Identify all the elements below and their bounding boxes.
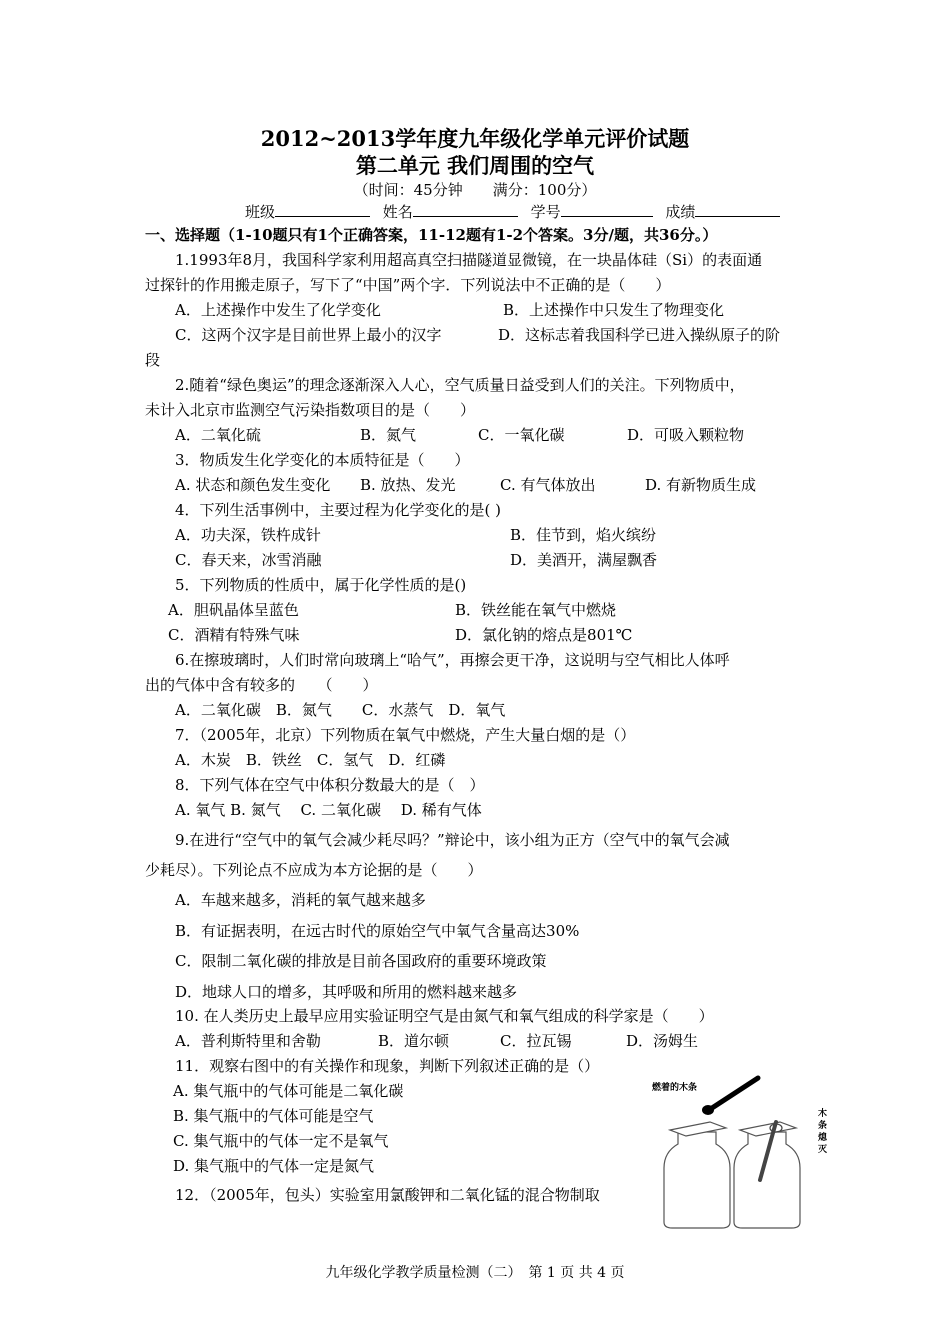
q1-option-d: D．这标志着我国科学已进入操纵原子的阶: [498, 326, 781, 344]
q12-stem: 12．（2005年，包头）实验室用氯酸钾和二氧化锰的混合物制取: [175, 1186, 600, 1204]
q11-option-d: D. 集气瓶中的气体一定是氮气: [173, 1157, 375, 1175]
q8-stem: 8．下列气体在空气中体积分数最大的是（ ）: [175, 776, 485, 794]
figure-label-burning-splint: 燃着的木条: [652, 1083, 698, 1093]
page-footer: 九年级化学教学质量检测（二） 第 1 页 共 4 页: [325, 1265, 625, 1281]
q9-option-d: D．地球人口的增多，其呼吸和所用的燃料越来越多: [175, 983, 518, 1001]
q2-line1: 2.随着“绿色奥运”的理念逐渐深入人心，空气质量日益受到人们的关注。下列物质中，: [175, 376, 745, 394]
exam-time-info: （时间：45分钟 满分：100分）: [353, 181, 597, 199]
field-number-label: 学号: [530, 203, 561, 221]
q10-stem: 10. 在人类历史上最早应用实验证明空气是由氮气和氧气组成的科学家是（ ）: [175, 1007, 714, 1025]
q5-stem: 5．下列物质的性质中，属于化学性质的是(): [175, 576, 467, 594]
figure-label-char: 木: [818, 1109, 828, 1119]
q2-line2: 未计入北京市监测空气污染指数项目的是（ ）: [145, 401, 476, 419]
flame: [702, 1105, 714, 1115]
q3-option-c: C. 有气体放出: [500, 476, 596, 494]
q7-options: A．木炭 B．铁丝 C．氢气 D．红磷: [175, 751, 446, 769]
q10-option-d: D．汤姆生: [626, 1032, 699, 1050]
q11-option-c: C. 集气瓶中的气体一定不是氧气: [173, 1132, 389, 1150]
gas-jar-left: [664, 1132, 730, 1228]
q8-options: A. 氧气 B. 氮气 C. 二氧化碳 D. 稀有气体: [175, 801, 482, 819]
q4-option-b: B．佳节到，焰火缤纷: [510, 526, 657, 544]
q1-option-b: B．上述操作中只发生了物理变化: [503, 301, 725, 319]
field-name-blank[interactable]: [413, 202, 518, 217]
q3-option-b: B. 放热、发光: [360, 476, 456, 494]
figure-label-splint-out: [817, 1107, 828, 1155]
field-class-blank[interactable]: [275, 202, 370, 217]
q6-options: A．二氧化碳 B．氮气 C．水蒸气 D．氧气: [175, 701, 506, 719]
q1-line1: 1.1993年8月，我国科学家利用超高真空扫描隧道显微镜，在一块晶体硅（Si）的表面通: [175, 251, 763, 269]
q9-option-b: B．有证据表明，在远古时代的原始空气中氧气含量高达30%: [175, 922, 580, 940]
burning-splint: [712, 1078, 758, 1108]
figure-label-char: 熄: [818, 1133, 828, 1143]
q6-line1: 6.在擦玻璃时，人们时常向玻璃上“哈气”，再擦会更干净，这说明与空气相比人体呼: [175, 651, 730, 669]
q5-option-d: D．氯化钠的熔点是801℃: [455, 626, 633, 644]
gas-jar-figure: [640, 1072, 840, 1232]
q11-option-a: A. 集气瓶中的气体可能是二氧化碳: [173, 1082, 404, 1100]
q5-option-a: A．胆矾晶体呈蓝色: [168, 601, 299, 619]
q4-stem: 4．下列生活事例中，主要过程为化学变化的是( ): [175, 501, 502, 519]
field-score-label: 成绩: [665, 203, 696, 221]
q2-option-d: D．可吸入颗粒物: [627, 426, 745, 444]
field-class-label: 班级: [245, 203, 276, 221]
q5-option-b: B．铁丝能在氧气中燃烧: [455, 601, 617, 619]
q9-line1: 9.在进行“空气中的氧气会减少耗尽吗？”辩论中，该小组为正方（空气中的氧气会减: [175, 831, 730, 849]
q4-option-d: D．美酒开，满屋飘香: [510, 551, 658, 569]
exam-subtitle: 第二单元 我们周围的空气: [355, 153, 595, 178]
q9-option-a: A．车越来越多，消耗的氧气越来越多: [175, 891, 426, 909]
q11-stem: 11．观察右图中的有关操作和现象，判断下列叙述正确的是（）: [175, 1057, 600, 1075]
q10-option-a: A．普利斯特里和舍勒: [175, 1032, 321, 1050]
q7-stem: 7．（2005年，北京）下列物质在氧气中燃烧，产生大量白烟的是（）: [175, 726, 636, 744]
q3-option-d: D. 有新物质生成: [645, 476, 757, 494]
q9-line2: 少耗尽）。下列论点不应成为本方论据的是（ ）: [145, 861, 483, 879]
q3-stem: 3．物质发生化学变化的本质特征是（ ）: [175, 451, 470, 469]
q2-option-a: A．二氧化硫: [175, 426, 261, 444]
q9-option-c: C．限制二氧化碳的排放是目前各国政府的重要环境政策: [175, 952, 547, 970]
q4-option-c: C．春天来，冰雪消融: [175, 551, 322, 569]
gas-jar-right: [734, 1132, 800, 1228]
q3-option-a: A. 状态和颜色发生变化: [175, 476, 331, 494]
q2-option-b: B．氮气: [360, 426, 417, 444]
field-name-label: 姓名: [382, 203, 413, 221]
q5-option-c: C．酒精有特殊气味: [168, 626, 300, 644]
section-heading: 一、选择题（1-10题只有1个正确答案，11-12题有1-2个答案。3分/题，共36分。）: [145, 226, 718, 244]
q10-option-b: B．道尔顿: [378, 1032, 450, 1050]
student-info-fields: [245, 201, 788, 222]
field-number-blank[interactable]: [561, 202, 653, 217]
q2-option-c: C．一氧化碳: [478, 426, 565, 444]
q1-option-a: A．上述操作中发生了化学变化: [175, 301, 381, 319]
figure-label-char: 灭: [818, 1145, 828, 1155]
q1-line2: 过探针的作用搬走原子，写下了“中国”两个字．下列说法中不正确的是（ ）: [145, 276, 671, 294]
q10-option-c: C．拉瓦锡: [500, 1032, 572, 1050]
exam-title: 2012~2013学年度九年级化学单元评价试题: [260, 126, 690, 151]
q1-option-d-cont: 段: [145, 351, 161, 369]
figure-label-char: 条: [818, 1121, 828, 1131]
q4-option-a: A．功夫深，铁杵成针: [175, 526, 321, 544]
q11-option-b: B. 集气瓶中的气体可能是空气: [173, 1107, 374, 1125]
q1-option-c: C．这两个汉字是目前世界上最小的汉字: [175, 326, 442, 344]
q6-line2: 出的气体中含有较多的 （ ）: [145, 676, 378, 694]
field-score-blank[interactable]: [695, 202, 780, 217]
